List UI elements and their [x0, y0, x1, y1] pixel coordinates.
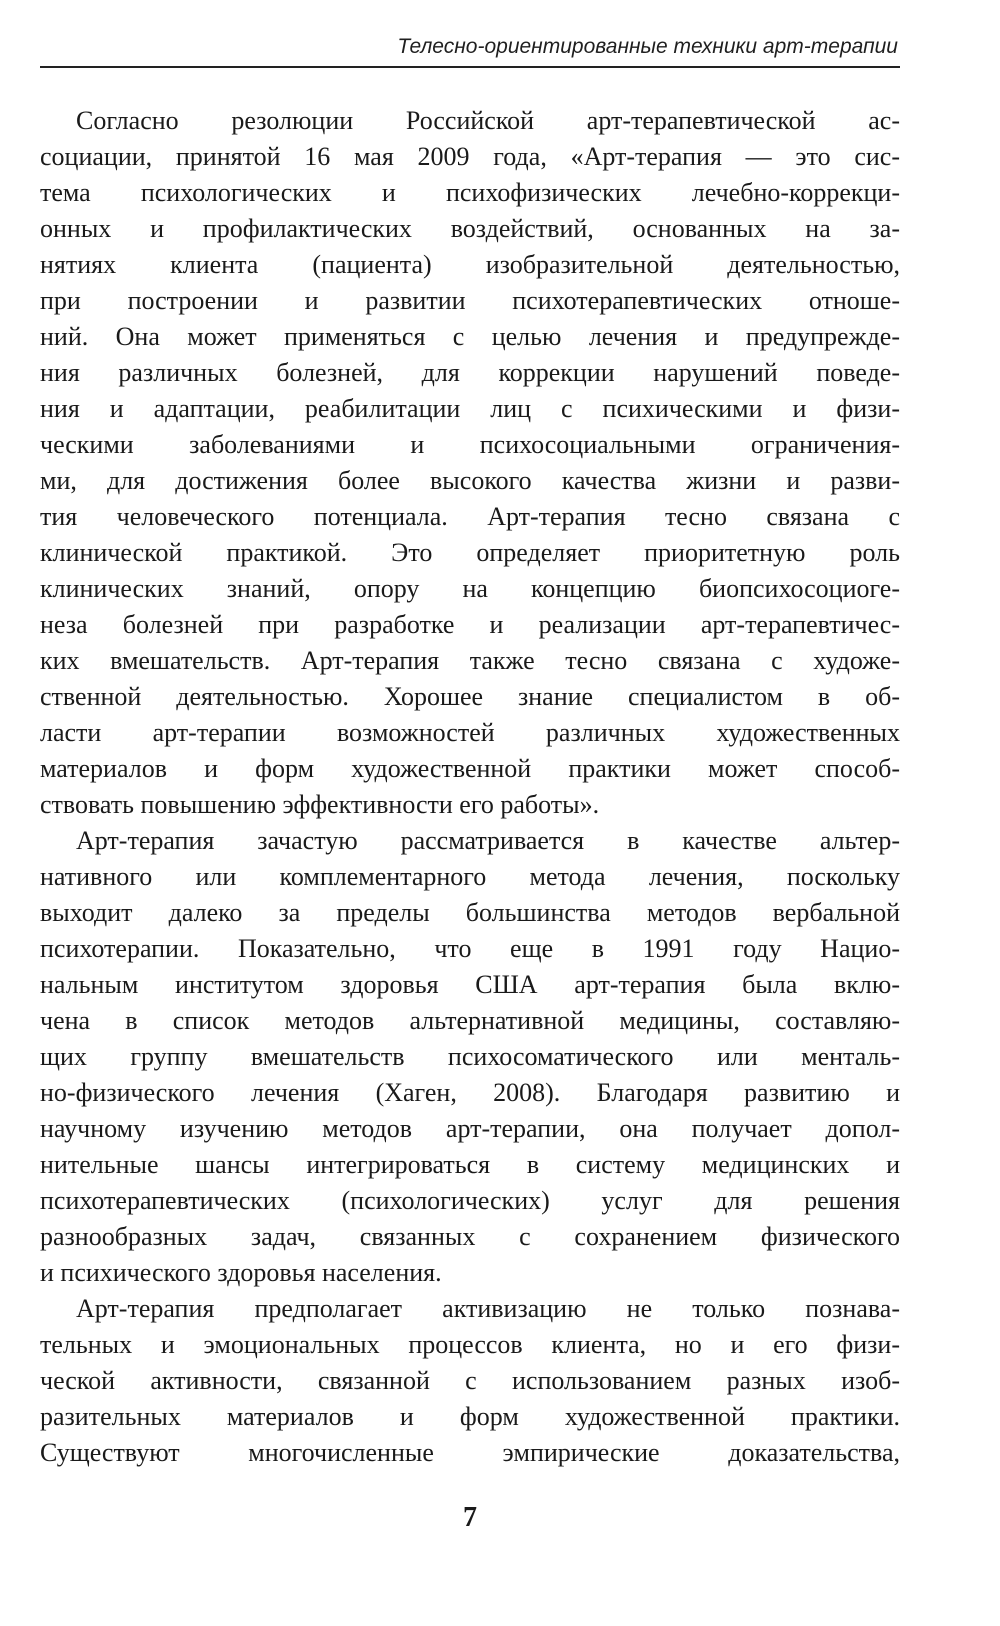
- text-line: при построении и развитии психотерапевтических отноше-: [40, 286, 900, 315]
- text-line: ласти арт-терапии возможностей различных художественных: [40, 718, 900, 747]
- text-line: разнообразных задач, связанных с сохранением физического: [40, 1222, 900, 1251]
- text-line: онных и профилактических воздействий, основанных на за-: [40, 214, 900, 243]
- text-line: разительных материалов и форм художественной практики.: [40, 1402, 900, 1431]
- paragraph: [40, 1291, 900, 1471]
- text-line: Арт-терапия предполагает активизацию не только познава-: [76, 1294, 900, 1323]
- text-line: и психического здоровья населения.: [40, 1258, 442, 1287]
- text-line: социации, принятой 16 мая 2009 года, «Арт-терапия — это сис-: [40, 142, 900, 171]
- text-line: ственной деятельностью. Хорошее знание специалистом в об-: [40, 682, 900, 711]
- text-line: нативного или комплементарного метода лечения, поскольку: [40, 862, 900, 891]
- text-line: нальным институтом здоровья США арт-терапия была вклю-: [40, 970, 900, 999]
- text-line: неза болезней при разработке и реализации арт-терапевтичес-: [40, 610, 900, 639]
- text-line: выходит далеко за пределы большинства методов вербальной: [40, 898, 900, 927]
- header-rule: [40, 66, 900, 68]
- text-line: тия человеческого потенциала. Арт-терапия тесно связана с: [40, 502, 900, 531]
- text-line: Существуют многочисленные эмпирические доказательства,: [40, 1438, 900, 1467]
- text-line: но-физического лечения (Хаген, 2008). Благодаря развитию и: [40, 1078, 900, 1107]
- text-line: чена в список методов альтернативной медицины, составляю-: [40, 1006, 900, 1035]
- text-line: ческой активности, связанной с использованием разных изоб-: [40, 1366, 900, 1395]
- text-line: ния и адаптации, реабилитации лиц с психическими и физи-: [40, 394, 900, 423]
- text-line: ких вмешательств. Арт-терапия также тесно связана с художе-: [40, 646, 900, 675]
- text-line: ческими заболеваниями и психосоциальными ограничения-: [40, 430, 900, 459]
- text-line: ния различных болезней, для коррекции нарушений поведе-: [40, 358, 900, 387]
- text-line: ми, для достижения более высокого качества жизни и разви-: [40, 466, 900, 495]
- text-line: тельных и эмоциональных процессов клиента, но и его физи-: [40, 1330, 900, 1359]
- running-header: Телесно-ориентированные техники арт-терапии: [397, 35, 898, 58]
- page-number: 7: [463, 1502, 477, 1533]
- text-line: ний. Она может применяться с целью лечения и предупрежде-: [40, 322, 900, 351]
- text-line: клинических знаний, опору на концепцию биопсихосоциоге-: [40, 574, 900, 603]
- text-line: нительные шансы интегрироваться в систему медицинских и: [40, 1150, 900, 1179]
- text-line: щих группу вмешательств психосоматического или менталь-: [40, 1042, 900, 1071]
- text-line: ствовать повышению эффективности его работы».: [40, 790, 600, 819]
- text-line: материалов и форм художественной практики может способ-: [40, 754, 900, 783]
- text-line: научному изучению методов арт-терапии, она получает допол-: [40, 1114, 900, 1143]
- text-line: нятиях клиента (пациента) изобразительной деятельностью,: [40, 250, 900, 279]
- text-line: психотерапии. Показательно, что еще в 1991 году Нацио-: [40, 934, 900, 963]
- text-line: тема психологических и психофизических лечебно-коррекци-: [40, 178, 900, 207]
- text-line: клинической практикой. Это определяет приоритетную роль: [40, 538, 900, 567]
- body-text: [40, 103, 900, 1471]
- text-line: Арт-терапия зачастую рассматривается в качестве альтер-: [76, 826, 900, 855]
- text-line: психотерапевтических (психологических) услуг для решения: [40, 1186, 900, 1215]
- paragraph: [40, 823, 900, 1291]
- paragraph: [40, 103, 900, 823]
- text-line: Согласно резолюции Российской арт-терапевтической ас-: [76, 106, 900, 135]
